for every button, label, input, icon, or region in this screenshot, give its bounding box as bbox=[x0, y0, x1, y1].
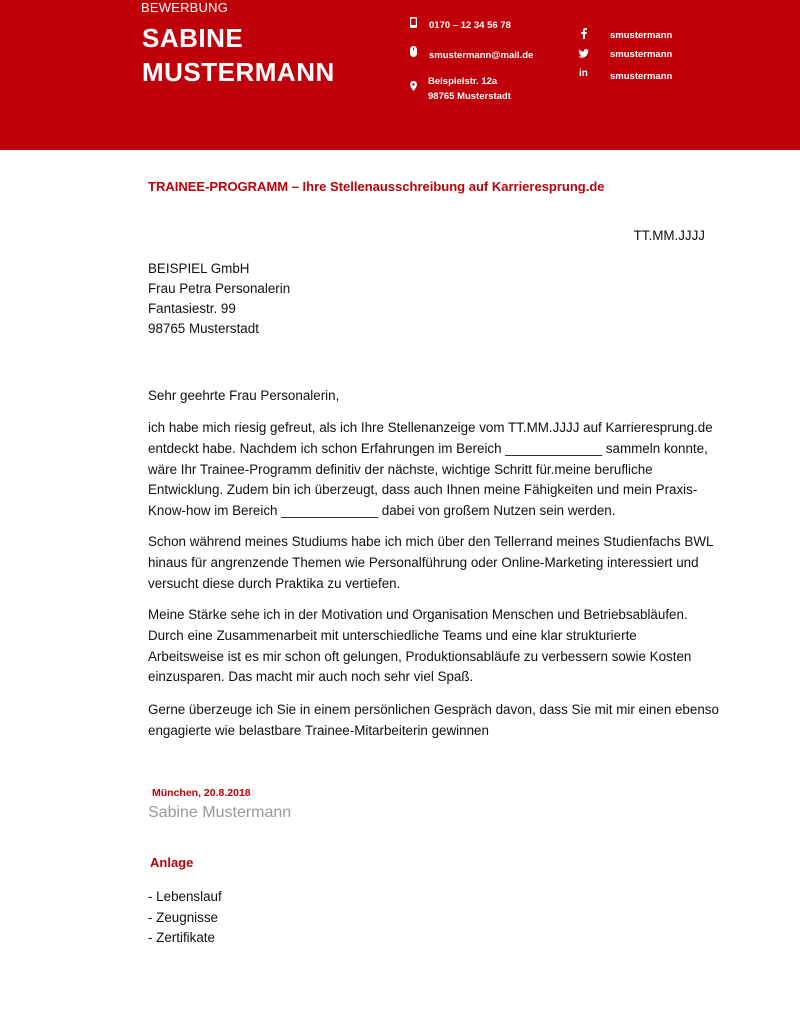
recipient-city: 98765 Musterstadt bbox=[148, 321, 259, 336]
applicant-name-line1: SABINE bbox=[142, 23, 244, 53]
document-kicker: BEWERBUNG bbox=[141, 0, 229, 15]
facebook-handle: smustermann bbox=[610, 30, 673, 41]
body-line: engagierte wie belastbare Trainee-Mitarbeiterin gewinnen bbox=[148, 722, 489, 738]
address bbox=[428, 74, 511, 104]
body-paragraph-3 bbox=[148, 605, 708, 688]
attachment-item: - Zertifikate bbox=[148, 930, 215, 945]
recipient-address bbox=[148, 259, 290, 339]
body-line: versucht diese durch Praktika zu vertiefen. bbox=[148, 575, 401, 591]
twitter-handle: smustermann bbox=[610, 49, 673, 60]
linkedin-handle: smustermann bbox=[610, 71, 673, 82]
body-line: Durch eine Zusammenarbeit mit unterschiedliche Teams und eine klar strukturierte bbox=[148, 627, 637, 643]
body-line: hinaus für angrenzende Themen wie Personalführung oder Online-Marketing interessiert und bbox=[148, 554, 699, 570]
linkedin-icon: in bbox=[579, 68, 588, 79]
body-paragraph-1 bbox=[148, 418, 713, 522]
recipient-company: BEISPIEL GmbH bbox=[148, 261, 250, 276]
mouse-icon bbox=[410, 46, 417, 57]
body-paragraph-2 bbox=[148, 532, 714, 594]
body-line: Arbeitsweise ist es mir schon oft gelungen, Produktionsabläufe zu verbessern sowie Kosten bbox=[148, 648, 692, 664]
recipient-person: Frau Petra Personalerin bbox=[148, 281, 291, 296]
phone-number: 0170 – 12 34 56 78 bbox=[429, 20, 511, 31]
recipient-street: Fantasiestr. 99 bbox=[148, 301, 236, 316]
attachments-list bbox=[148, 887, 222, 949]
applicant-name-line2: MUSTERMANN bbox=[142, 57, 335, 87]
body-line: entdeckt habe. Nachdem ich schon Erfahrungen im Bereich _____________ sammeln konnte, bbox=[148, 440, 708, 456]
email-address: smustermann@mail.de bbox=[429, 50, 534, 61]
body-line: Know-how im Bereich _____________ dabei von großem Nutzen sein werden. bbox=[148, 503, 616, 519]
address-line2: 98765 Musterstadt bbox=[428, 91, 511, 102]
body-line: ich habe mich riesig gefreut, als ich Ihre Stellenanzeige vom TT.MM.JJJJ auf Karrieresprung.de bbox=[148, 420, 713, 435]
address-line1: Beispielstr. 12a bbox=[428, 76, 498, 87]
place-and-date: München, 20.8.2018 bbox=[152, 787, 251, 799]
body-line: wäre Ihr Trainee-Programm definitiv der nächste, wichtige Schritt für.meine berufliche bbox=[148, 461, 653, 477]
phone-icon bbox=[410, 17, 417, 28]
letter-date: TT.MM.JJJJ bbox=[633, 228, 705, 243]
letter-subject: TRAINEE-PROGRAMM – Ihre Stellenausschreibung auf Karrieresprung.de bbox=[148, 179, 605, 194]
facebook-icon bbox=[581, 28, 587, 39]
location-pin-icon bbox=[410, 81, 417, 91]
body-line: Gerne überzeuge ich Sie in einem persönlichen Gespräch davon, dass Sie mit mir einen ebenso bbox=[148, 702, 719, 717]
attachments-heading: Anlage bbox=[150, 855, 194, 870]
body-line: Meine Stärke sehe ich in der Motivation und Organisation Menschen und Betriebsabläufen. bbox=[148, 607, 688, 622]
header-banner bbox=[0, 0, 800, 150]
salutation: Sehr geehrte Frau Personalerin, bbox=[148, 388, 340, 403]
signature-name: Sabine Mustermann bbox=[148, 804, 292, 821]
body-line: Entwicklung. Zudem bin ich überzeugt, dass auch Ihnen meine Fähigkeiten und mein Praxis- bbox=[148, 482, 698, 498]
applicant-name bbox=[142, 21, 335, 89]
body-paragraph-4 bbox=[148, 700, 719, 742]
body-line: Schon während meines Studiums habe ich mich über den Tellerrand meines Studienfachs BWL bbox=[148, 534, 714, 549]
attachment-item: - Zeugnisse bbox=[148, 909, 218, 925]
twitter-icon bbox=[578, 49, 589, 58]
body-line: einzusparen. Das macht mir auch noch sehr viel Spaß. bbox=[148, 669, 474, 685]
attachment-item: - Lebenslauf bbox=[148, 889, 222, 904]
